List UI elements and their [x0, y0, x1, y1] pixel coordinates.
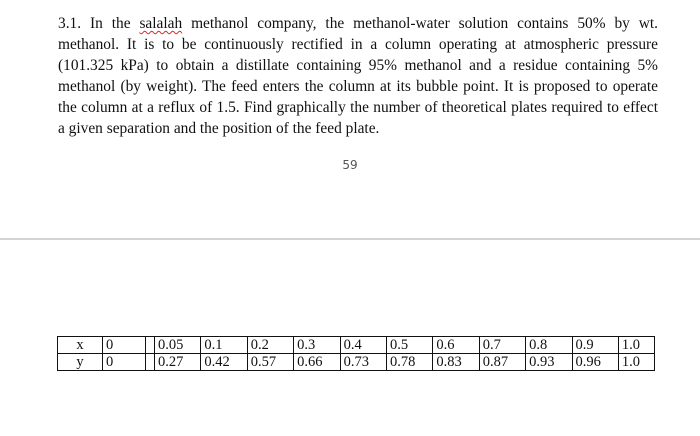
problem-text-start: 3.1. In the	[58, 15, 140, 32]
table-cell-y: 0	[103, 354, 146, 371]
table-cell-x: 0.8	[526, 337, 572, 354]
problem-text-rest: methanol company, the methanol-water solution contains 50% by wt. methanol. It is to be continuously rectified in a column operating at atmospheric pressure (101.325 kPa) to obtain a distillate containing 95% methanol and a residue containing 5% methanol (by weight). The feed enters the column at its bubble point. It is proposed to operate the column at a reflux of 1.5. Find graphically the number of theoretical plates required to effect a given separation and the position of the feed plate.	[58, 15, 658, 137]
table-cell-x: 0	[103, 337, 146, 354]
table-cell-x: 0.6	[433, 337, 479, 354]
page-divider	[0, 238, 700, 240]
table-cell-y: 0.83	[433, 354, 479, 371]
table-cell-y: 0.66	[294, 354, 340, 371]
table-row-y	[58, 354, 655, 371]
table-row-header-y: y	[58, 354, 103, 371]
table-cell-y: 0.78	[386, 354, 432, 371]
table-cell-x: 0.5	[386, 337, 432, 354]
table-cell-x: 0.2	[247, 337, 293, 354]
table-cell-y: 0.27	[155, 354, 201, 371]
table-row-header-x: x	[58, 337, 103, 354]
table-row-x	[58, 337, 655, 354]
table-cell-x: 0.1	[201, 337, 247, 354]
table-cell-y: 0.87	[479, 354, 525, 371]
table-cell-x: 0.9	[572, 337, 618, 354]
table-cell-y: 0.73	[340, 354, 386, 371]
table-cell-y: 0.57	[247, 354, 293, 371]
table-cell-x: 0.3	[294, 337, 340, 354]
table-cell-x: 0.4	[340, 337, 386, 354]
table-spacer-cell	[146, 337, 155, 354]
page-number: 59	[342, 158, 358, 172]
table-cell-x: 1.0	[618, 337, 654, 354]
equilibrium-data-table	[57, 336, 655, 371]
table-cell-x: 0.7	[479, 337, 525, 354]
table-spacer-cell	[146, 354, 155, 371]
table-cell-y: 1.0	[618, 354, 654, 371]
spellcheck-flagged-word[interactable]: salalah	[139, 15, 183, 32]
table-cell-x: 0.05	[155, 337, 201, 354]
table-cell-y: 0.42	[201, 354, 247, 371]
table-cell-y: 0.93	[526, 354, 572, 371]
problem-statement	[58, 13, 658, 139]
table-cell-y: 0.96	[572, 354, 618, 371]
